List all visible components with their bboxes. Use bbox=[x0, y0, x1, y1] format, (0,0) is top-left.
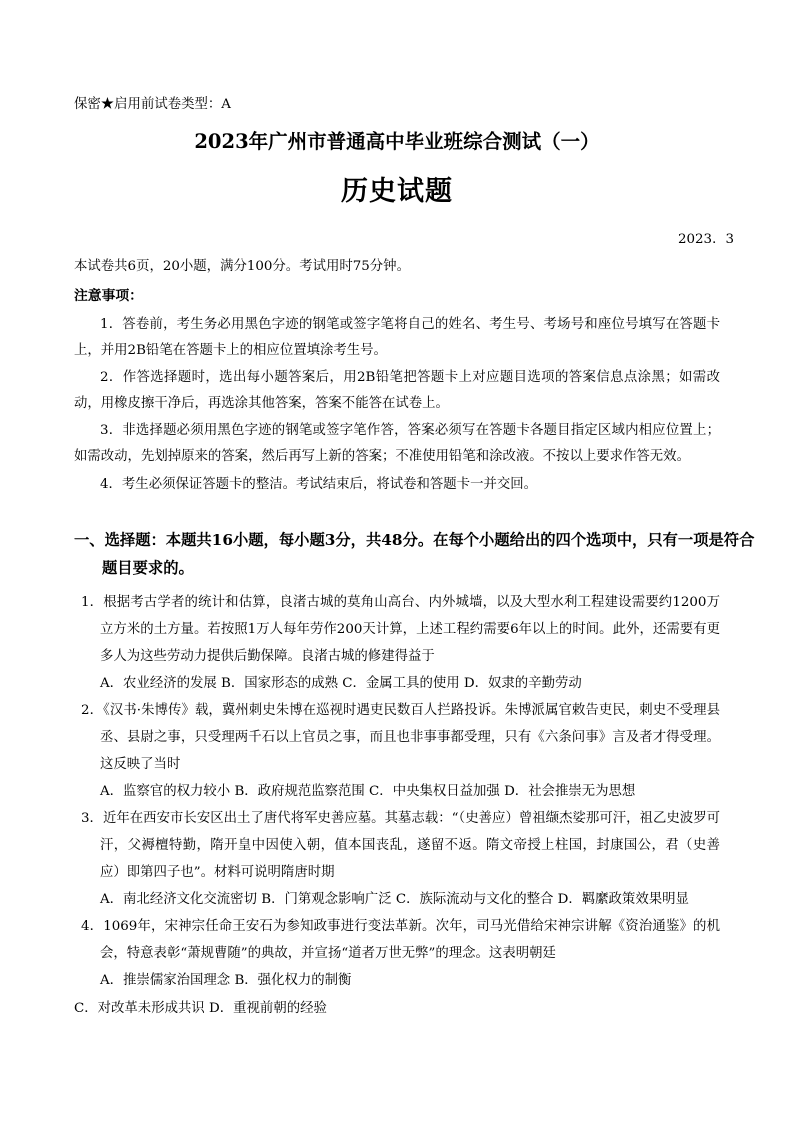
notice-item: 2．作答选择题时，选出每小题答案后，用2B铅笔把答题卡上对应题目选项的答案信息点涂黑；如需改动，用橡皮擦干净后，再选涂其他答案，答案不能答在试卷上。 bbox=[74, 370, 720, 411]
question-options: A．监察官的权力较小 B．政府规范监察范围 C．中央集权日益加强 D．社会推崇无为思想 bbox=[100, 784, 636, 799]
notice-item: 4．考生必须保证答题卡的整洁。考试结束后，将试卷和答题卡一并交回。 bbox=[100, 477, 538, 492]
subject-title: 历史试题 bbox=[341, 176, 453, 207]
question-stem: 2．《汉书·朱博传》载，冀州刺史朱博在巡视时遇吏民数百人拦路投诉。朱博派属官敕告吏民，刺史不受理县丞、县尉之事，只受理两千石以上官员之事，而且也非事事都受理，只有《六条问事》言及者才得受理。这反映了当时 bbox=[81, 703, 720, 772]
notice-item: 1．答卷前，考生务必用黑色字迹的钢笔或签字笔将自己的姓名、考生号、考场号和座位号填写在答题卡上，并用2B铅笔在答题卡上的相应位置填涂考生号。 bbox=[74, 317, 720, 358]
question-options: A．推崇儒家治国理念 B．强化权力的制衡 bbox=[100, 973, 352, 988]
notice-item: 3．非选择题必须用黑色字迹的钢笔或签字笔作答，答案必须写在答题卡各题目指定区域内相应位置上；如需改动，先划掉原来的答案，然后再写上新的答案；不准使用铅笔和涂改液。不按以上要求作答无效。 bbox=[74, 423, 720, 464]
question-options: A．农业经济的发展 B．国家形态的成熟 C．金属工具的使用 D．奴隶的辛勤劳动 bbox=[100, 676, 582, 691]
confidential-label: 保密★启用前试卷类型：A bbox=[74, 97, 231, 112]
exam-title: 2023年广州市普通高中毕业班综合测试（一） bbox=[194, 130, 600, 153]
question-stem: 3．近年在西安市长安区出土了唐代将军史善应墓。其墓志载：“（史善应）曾祖缬杰娑那可汗，祖乙史波罗可汗，父褥檀特勤，隋开皇中因使入朝，值本国丧乱，遂留不返。隋文帝授上柱国，封康国公，君（史善应）即第四子也”。材料可说明隋唐时期 bbox=[81, 811, 720, 880]
notice-heading: 注意事项： bbox=[74, 288, 143, 304]
exam-info: 本试卷共6页，20小题，满分100分。考试用时75分钟。 bbox=[74, 259, 410, 274]
question-options: C．对改革未形成共识 D．重视前朝的经验 bbox=[74, 1001, 327, 1016]
question-stem: 4．1069年，宋神宗任命王安石为参知政事进行变法革新。次年，司马光借给宋神宗讲解《资治通鉴》的机会，特意表彰“萧规曹随”的典故，并宣扬“道者万世无弊”的理念。这表明朝廷 bbox=[81, 919, 720, 961]
exam-date: 2023．3 bbox=[678, 232, 734, 247]
section-heading: 一、选择题：本题共16小题，每小题3分，共48分。在每个小题给出的四个选项中，只有一项是符合题目要求的。 bbox=[74, 531, 755, 577]
question-stem: 1．根据考古学者的统计和估算，良渚古城的莫角山高台、内外城墙，以及大型水利工程建设需要约1200万立方米的土方量。若按照1万人每年劳作200天计算，上述工程约需要6年以上的时间。此外，还需要有更多人为这些劳动力提供后勤保障。良渚古城的修建得益于 bbox=[81, 595, 720, 664]
question-options: A．南北经济文化交流密切 B．门第观念影响广泛 C．族际流动与文化的整合 D．羁縻政策效果明显 bbox=[100, 892, 689, 907]
